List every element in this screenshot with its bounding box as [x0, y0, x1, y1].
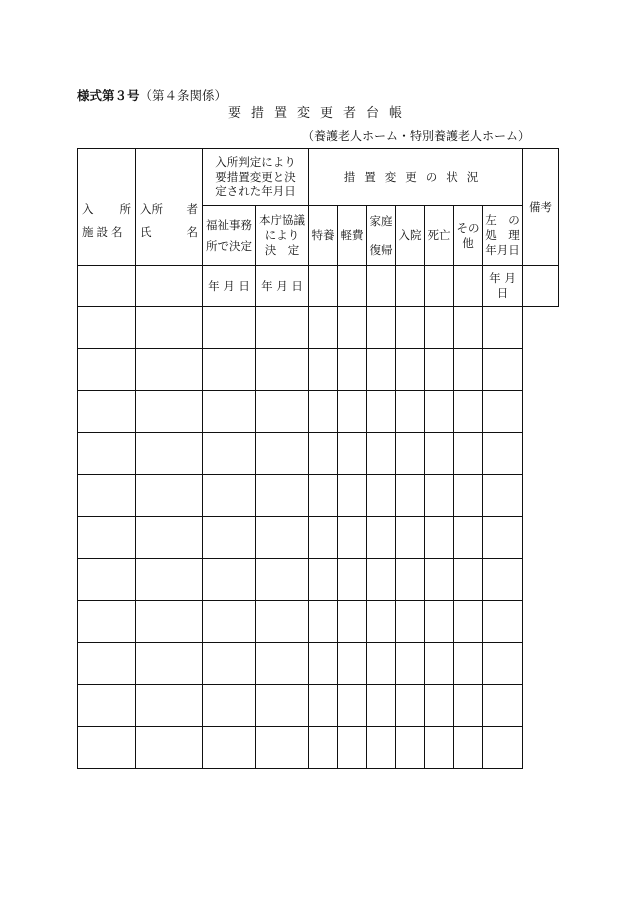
process-date-cell[interactable] [454, 601, 483, 643]
welfare-date-cell[interactable] [136, 685, 203, 727]
process-date-cell[interactable]: 年 月 日 [483, 266, 523, 307]
status-cell[interactable] [309, 685, 338, 727]
welfare-date-cell[interactable] [136, 307, 203, 349]
table-row [78, 349, 559, 391]
form-relation: （第４条関係） [139, 88, 228, 103]
main-date-cell[interactable] [203, 475, 256, 517]
status-cell[interactable] [256, 391, 309, 433]
status-cell[interactable] [425, 727, 454, 769]
table-row [78, 517, 559, 559]
welfare-date-cell[interactable]: 年 月 日 [203, 266, 256, 307]
status-cell[interactable] [425, 517, 454, 559]
resident-cell[interactable] [78, 727, 136, 769]
process-date-cell[interactable] [454, 391, 483, 433]
header-main-office: 本庁協議 により 決 定 [256, 206, 309, 266]
status-cell[interactable] [425, 643, 454, 685]
remarks-cell[interactable] [483, 727, 523, 769]
main-date-cell[interactable] [203, 601, 256, 643]
status-cell[interactable] [396, 685, 425, 727]
resident-cell[interactable] [78, 475, 136, 517]
main-date-cell[interactable] [203, 643, 256, 685]
main-date-cell[interactable] [203, 349, 256, 391]
form-number-label: 様式第３号 [77, 88, 140, 103]
status-cell[interactable] [396, 307, 425, 349]
status-cell[interactable] [338, 433, 367, 475]
header-welfare-office: 福祉事務 所で決定 [203, 206, 256, 266]
status-cell[interactable] [338, 517, 367, 559]
process-date-cell[interactable] [454, 643, 483, 685]
status-cell[interactable] [425, 391, 454, 433]
status-cell[interactable] [367, 433, 396, 475]
main-date-cell[interactable] [203, 727, 256, 769]
resident-cell[interactable] [78, 349, 136, 391]
table-row [78, 433, 559, 475]
status-cell[interactable] [425, 601, 454, 643]
status-cell[interactable] [396, 475, 425, 517]
status-cell[interactable] [367, 685, 396, 727]
resident-cell[interactable] [78, 433, 136, 475]
header-death: 死亡 [425, 206, 454, 266]
status-cell[interactable] [309, 349, 338, 391]
header-facility: 入 所 施設名 [78, 149, 136, 266]
welfare-date-cell[interactable] [136, 601, 203, 643]
table-row [78, 391, 559, 433]
main-date-cell[interactable]: 年 月 日 [256, 266, 309, 307]
status-cell[interactable] [425, 475, 454, 517]
resident-cell[interactable] [78, 391, 136, 433]
status-cell[interactable] [367, 475, 396, 517]
status-cell[interactable] [338, 601, 367, 643]
status-cell[interactable] [309, 517, 338, 559]
remarks-cell[interactable] [483, 559, 523, 601]
status-cell[interactable] [256, 475, 309, 517]
status-cell[interactable] [396, 391, 425, 433]
welfare-date-cell[interactable] [136, 559, 203, 601]
status-cell[interactable] [256, 517, 309, 559]
status-cell[interactable] [256, 559, 309, 601]
status-cell[interactable] [367, 391, 396, 433]
status-cell[interactable] [309, 643, 338, 685]
main-date-cell[interactable] [203, 391, 256, 433]
status-cell[interactable] [454, 266, 483, 307]
table-row [78, 266, 559, 307]
status-cell[interactable] [367, 559, 396, 601]
status-cell[interactable] [396, 433, 425, 475]
status-cell[interactable] [425, 266, 454, 307]
remarks-cell[interactable] [483, 643, 523, 685]
process-date-cell[interactable] [454, 307, 483, 349]
status-cell[interactable] [309, 559, 338, 601]
table-row [78, 685, 559, 727]
welfare-date-cell[interactable] [136, 349, 203, 391]
table-row [78, 475, 559, 517]
table-row [78, 643, 559, 685]
status-cell[interactable] [425, 433, 454, 475]
status-cell[interactable] [396, 517, 425, 559]
status-cell[interactable] [425, 559, 454, 601]
facility-cell[interactable] [78, 266, 136, 307]
data-rows [78, 307, 559, 769]
header-decision-date: 入所判定により 要措置変更と決 定された年月日 [203, 149, 309, 206]
status-cell[interactable] [256, 601, 309, 643]
table-row [78, 601, 559, 643]
status-cell[interactable] [367, 727, 396, 769]
status-cell[interactable] [338, 559, 367, 601]
remarks-cell[interactable] [483, 685, 523, 727]
main-date-cell[interactable] [203, 307, 256, 349]
remarks-cell[interactable] [483, 601, 523, 643]
header-home-return: 家庭 復帰 [367, 206, 396, 266]
status-cell[interactable] [256, 727, 309, 769]
remarks-cell[interactable] [483, 433, 523, 475]
welfare-date-cell[interactable] [136, 643, 203, 685]
status-cell[interactable] [396, 559, 425, 601]
resident-cell[interactable] [78, 307, 136, 349]
header-low-fee: 軽費 [338, 206, 367, 266]
resident-cell[interactable] [78, 559, 136, 601]
header-hospital: 入院 [396, 206, 425, 266]
status-cell[interactable] [338, 727, 367, 769]
process-date-cell[interactable] [454, 433, 483, 475]
status-cell[interactable] [338, 475, 367, 517]
main-date-cell[interactable] [203, 433, 256, 475]
status-cell[interactable] [256, 685, 309, 727]
remarks-cell[interactable] [483, 517, 523, 559]
status-cell[interactable] [367, 349, 396, 391]
status-cell[interactable] [367, 601, 396, 643]
welfare-date-cell[interactable] [136, 475, 203, 517]
status-cell[interactable] [338, 349, 367, 391]
process-date-cell[interactable] [454, 517, 483, 559]
status-cell[interactable] [256, 643, 309, 685]
status-cell[interactable] [338, 685, 367, 727]
status-cell[interactable] [309, 727, 338, 769]
welfare-date-cell[interactable] [136, 391, 203, 433]
status-cell[interactable] [309, 601, 338, 643]
status-cell[interactable] [338, 266, 367, 307]
process-date-cell[interactable] [454, 685, 483, 727]
remarks-cell[interactable] [483, 391, 523, 433]
status-cell[interactable] [367, 307, 396, 349]
status-cell[interactable] [309, 391, 338, 433]
status-cell[interactable] [396, 643, 425, 685]
status-cell[interactable] [425, 307, 454, 349]
status-cell[interactable] [256, 307, 309, 349]
header-remarks: 備考 [523, 149, 559, 266]
status-cell[interactable] [309, 266, 338, 307]
remarks-cell[interactable] [483, 307, 523, 349]
header-status: 措置変更の状況 [309, 149, 523, 206]
table-row [78, 307, 559, 349]
header-resident: 入所 者 氏 名 [136, 149, 203, 266]
status-cell[interactable] [425, 349, 454, 391]
status-cell[interactable] [367, 266, 396, 307]
resident-cell[interactable] [78, 601, 136, 643]
status-cell[interactable] [338, 643, 367, 685]
remarks-cell[interactable] [523, 266, 559, 307]
main-date-cell[interactable] [203, 559, 256, 601]
process-date-cell[interactable] [454, 349, 483, 391]
status-cell[interactable] [338, 307, 367, 349]
resident-cell[interactable] [78, 685, 136, 727]
resident-cell[interactable] [136, 266, 203, 307]
remarks-cell[interactable] [483, 475, 523, 517]
header-special-care: 特養 [309, 206, 338, 266]
resident-cell[interactable] [78, 643, 136, 685]
process-date-cell[interactable] [454, 475, 483, 517]
page-title: 要措置変更者台帳 [227, 106, 412, 121]
table-row [78, 559, 559, 601]
status-cell[interactable] [309, 475, 338, 517]
status-cell[interactable] [256, 349, 309, 391]
welfare-date-cell[interactable] [136, 433, 203, 475]
status-cell[interactable] [396, 601, 425, 643]
status-cell[interactable] [256, 433, 309, 475]
status-cell[interactable] [309, 433, 338, 475]
welfare-date-cell[interactable] [136, 727, 203, 769]
status-cell[interactable] [367, 517, 396, 559]
header-process-date: 左 の 処 理 年月日 [483, 206, 523, 266]
remarks-cell[interactable] [483, 349, 523, 391]
status-cell[interactable] [425, 685, 454, 727]
status-cell[interactable] [396, 727, 425, 769]
main-date-cell[interactable] [203, 517, 256, 559]
process-date-cell[interactable] [454, 559, 483, 601]
table-row [78, 727, 559, 769]
status-cell[interactable] [396, 266, 425, 307]
status-cell[interactable] [367, 643, 396, 685]
resident-cell[interactable] [78, 517, 136, 559]
main-date-cell[interactable] [203, 685, 256, 727]
header-other: その 他 [454, 206, 483, 266]
status-cell[interactable] [338, 391, 367, 433]
process-date-cell[interactable] [454, 727, 483, 769]
welfare-date-cell[interactable] [136, 517, 203, 559]
status-cell[interactable] [396, 349, 425, 391]
register-table [77, 148, 559, 769]
page-subtitle: （養護老人ホーム・特別養護老人ホーム） [301, 129, 530, 143]
status-cell[interactable] [309, 307, 338, 349]
